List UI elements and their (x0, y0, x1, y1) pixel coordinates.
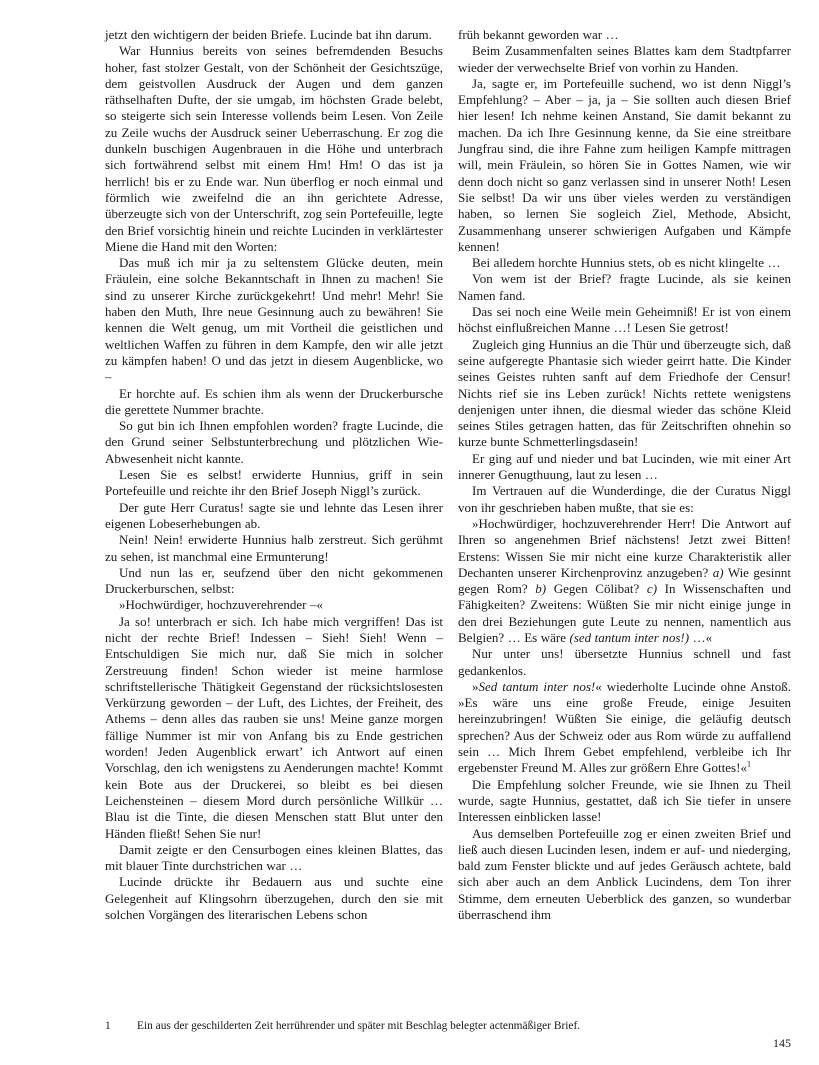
text-segment: Im Vertrauen auf die Wunderdinge, die der Curatus Niggl von ihr geschrieben haben mußte, that sie es: (458, 483, 791, 515)
text-segment: b) (535, 581, 547, 597)
text-segment: In Wissenschaften und Fähigkeiten? Zweitens: Wüßten Sie mir nicht einige junge in den drei Beziehungen gute Leute zu nennen, namentlich aus Belgien? … Es wäre (458, 581, 791, 645)
paragraph (105, 467, 443, 500)
paragraph (458, 483, 791, 516)
text-segment: Der gute Herr Curatus! sagte sie und lehnte das Lesen ihrer eigenen Lobeserhebungen ab. (105, 499, 443, 531)
footnote (105, 1019, 791, 1033)
text-segment: Lesen Sie es selbst! erwiderte Hunnius, griff in sein Portefeuille und reichte ihr den Brief Joseph Niggl’s zurück. (105, 467, 443, 499)
text-segment: Wie gesinnt gegen Rom? (458, 564, 791, 597)
text-segment: » (472, 678, 479, 694)
text-segment: jetzt den wichtigern der beiden Briefe. Lucinde bat ihn darum. (105, 27, 432, 42)
text-segment: (sed tantum inter nos!) (569, 629, 690, 645)
text-segment: Nein! Nein! erwiderte Hunnius halb zerstreut. Sich gerühmt zu sehen, ist manchmal eine Ermunterung! (105, 532, 443, 564)
text-segment: Damit zeigte er den Censurbogen eines kleinen Blattes, das mit blauer Tinte durchstrichen war … (105, 841, 443, 874)
text-segment: Sed tantum inter nos! (478, 678, 596, 694)
paragraph (458, 679, 791, 777)
text-segment: War Hunnius bereits von seines befremdenden Besuchs hoher, fast stolzer Gestalt, von der Schönheit der Gesichtszüge, dem geistvollen Ausdruck der Augen und dem ganzen räthselhaften Dufte, der sie umgab, im höchsten Grade belebt, so steigerte sich sein Interesse vollends beim Lesen. Von Zeile zu Zeile wuchs der Ausdruck seiner Ueberraschung. Er zog die dunkeln buschigen Augenbrauen in die Höhe und unterbrach sich fortwährend selbst mit einem Hm! Hm! O das ist ja herrlich! bis er zu Ende war. Nun überflog er noch einmal und förmlich wie zweifelnd die an ihn gerichtete Adresse, überzeugte sich von der Unterschrift, zog sein Portefeuille, legte den Brief vorsichtig hinein und reichte Lucinden in verklärtester Miene die Hand mit den Worten: (105, 43, 443, 254)
paragraph (458, 826, 791, 924)
text-segment: Bei alledem horchte Hunnius stets, ob es nicht klingelte … (472, 255, 781, 271)
text-segment: Zugleich ging Hunnius an die Thür und überzeugte sich, daß seine aufgeregte Phantasie sich wieder geirrt hatte. Die Kinder seines Geistes ruhten sanft auf dem Friedhofe der Censur! Nichts rief sie ins Leben zurück! Nichts rettete wenigstens denjenigen unter ihnen, die diesmal wieder das schöne Kleid seines Stiles getragen hatten, das für Zeitschriften ohnehin so kurze bunte Schmetterlingsdasein! (458, 336, 791, 450)
text-segment: Das sei noch eine Weile mein Geheimniß! Er ist von einem höchst einflußreichen Manne …! Lesen Sie getrost! (458, 304, 791, 336)
paragraph (458, 271, 791, 304)
footnote-text: Ein aus der geschilderten Zeit herrührender und später mit Beschlag belegter actenmäßiger Brief. (137, 1020, 581, 1032)
paragraph (105, 597, 443, 613)
text-segment: »Hochwürdiger, hochzuverehrender Herr! Die Antwort auf Ihren so angenehmen Brief nächstens! Jetzt zwei Bitten! Erstens: Wissen Sie mir nicht eine kurze Charakteristik aller Dechanten unserer Kirchenprovinz anzugeben? (458, 515, 791, 580)
paragraph (105, 255, 443, 385)
paragraph (105, 43, 443, 255)
paragraph (458, 646, 791, 679)
paragraph (105, 500, 443, 533)
footnote-marker: 1 (105, 1020, 111, 1032)
text-segment: Er ging auf und nieder und bat Lucinden, wie mit einer Art innerer Genugthuung, laut zu lesen … (458, 450, 791, 483)
text-segment: Das muß ich mir ja zu seltenstem Glücke deuten, mein Fräulein, eine solche Bekanntschaft in Ihnen zu machen! Sie sind zu unserer Kirche zurückgekehrt! Und mehr! Mehr! Sie haben den Muth, Ihre neue Gesinnung auch zu bewähren! Sie kennen die Welt genug, um mit Vortheil die geistlichen und weltlichen Waffen zu führen in dem Kampfe, den wir alle jetzt zu kämpfen haben! O und das jetzt in diesem Augenblicke, wo – (105, 255, 443, 385)
paragraph (105, 27, 443, 43)
paragraph (458, 43, 791, 76)
paragraph (105, 386, 443, 419)
text-columns (105, 27, 791, 923)
paragraph (105, 532, 443, 565)
text-segment: Ja, sagte er, im Portefeuille suchend, wo ist denn Niggl’s Empfehlung? – Aber – ja, ja – Sie sollten auch diesen Brief hier lesen! Ich nehme keinen Anstand, Sie damit bekannt zu machen. Da ich Ihre Gesinnung kenne, da Sie eine streitbare Jungfrau sind, die ihre Fahne zum heiligen Kampfe mittragen will, mein Fräulein, so hören Sie in Gottes Namen, wie wir denn doch nicht so ganz verlassen sind in unserer Noth! Lesen Sie selbst! Da wir uns über vieles werden zu verständigen haben, so lernen Sie sogleich Ziel, Methode, Absicht, Zusammenhang unserer schwierigen Aufgaben und Kämpfe kennen! (458, 75, 791, 254)
text-segment: Er horchte auf. Es schien ihm als wenn der Druckerbursche die gerettete Nummer brachte. (105, 385, 443, 417)
paragraph (458, 777, 791, 826)
column-right (458, 27, 791, 923)
text-segment: Lucinde drückte ihr Bedauern aus und suchte eine Gelegenheit auf Klingsohrn überzugehen, durch den sie mit solchen Vorgängen des literarischen Lebens schon (105, 874, 443, 923)
paragraph (458, 304, 791, 337)
paragraph (458, 255, 791, 271)
text-segment: Nur unter uns! übersetzte Hunnius schnell und fast gedankenlos. (458, 646, 791, 678)
text-segment: Aus demselben Portefeuille zog er einen zweiten Brief und ließ auch diesen Lucinden lesen, indem er auf- und niederging, bald zum Fenster blickte und auf jedes Geräusch achtete, bald sich aber auch an dem Anblick Lucindens, dem Ton ihrer Stimme, dem erneuten Ueberblick des ganzen, so wunderbar überraschend ihm (458, 825, 791, 923)
text-segment: Und nun las er, seufzend über den nicht gekommenen Druckerburschen, selbst: (105, 564, 443, 597)
footnote-reference: 1 (746, 760, 751, 770)
text-segment: …« (689, 629, 713, 645)
text-segment: Beim Zusammenfalten seines Blattes kam dem Stadtpfarrer wieder der verwechselte Brief von vorhin zu Handen. (458, 43, 791, 75)
text-segment: Von wem ist der Brief? fragte Lucinde, als sie keinen Namen fand. (458, 271, 791, 303)
paragraph (458, 516, 791, 646)
paragraph (105, 614, 443, 842)
paragraph (458, 451, 791, 484)
paragraph (458, 76, 791, 255)
text-segment: »Hochwürdiger, hochzuverehrender –« (119, 597, 323, 613)
page-number: 145 (773, 1036, 791, 1050)
text-segment: Gegen Cölibat? (546, 581, 647, 597)
paragraph (458, 27, 791, 43)
text-segment: a) (712, 564, 724, 580)
paragraph (105, 565, 443, 598)
text-segment: früh bekannt geworden war … (458, 27, 619, 42)
text-segment: Ja so! unterbrach er sich. Ich habe mich vergriffen! Das ist nicht der rechte Brief! Indessen – Sieh! Sieh! Wenn – Entschuldigen Sie mich nur, daß Sie mich in solcher Zerstreuung finden! Schon wieder ist meine harmlose schriftstellerische Thätigkeit Gegenstand der rücksichtslosesten Verkürzung geworden – der Luft, des Lichtes, der Freiheit, des Athems – denn alles das rauben sie uns! Meine ganze morgen fällige Nummer ist mir von Anfang bis zu Ende gestrichen worden! Jeden Augenblick erwart’ ich Antwort auf einen Vorschlag, den ich wenigstens zu Aenderungen machte! Kommt kein Bote aus der Druckerei, so bleibt es bei diesen Leichensteinen – diesem Mord durch persönliche Willkür … Blau ist die Tinte, die diesen Menschen statt Blut unter den Händen fließt! Sehen Sie nur! (105, 613, 443, 841)
text-segment: Die Empfehlung solcher Freunde, wie sie Ihnen zu Theil wurde, sagte Hunnius, gestattet, daß ich Sie tiefer in unsere Interessen einblicken lasse! (458, 776, 791, 825)
paragraph (105, 418, 443, 467)
text-segment: « wiederholte Lucinde ohne Anstoß. »Es wäre uns eine große Freude, einige Jesuiten hereinzubringen! Wüßten Sie einige, die geläufig deutsch sprechen? Aus der Schweiz oder aus Rom würde zu auffallend sein … Mich Ihrem Gebet empfehlend, verbleibe ich Ihr ergebenster Freund M. Alles zur größern Ehre Gottes!« (458, 678, 791, 776)
paragraph (105, 874, 443, 923)
text-segment: So gut bin ich Ihnen empfohlen worden? fragte Lucinde, die den Grund seiner Selbstunterbrechung und plötzlichen Wie-Abwesenheit nicht kannte. (105, 418, 443, 466)
paragraph (458, 337, 791, 451)
text-segment: c) (646, 581, 658, 597)
column-left (105, 27, 443, 923)
paragraph (105, 842, 443, 875)
